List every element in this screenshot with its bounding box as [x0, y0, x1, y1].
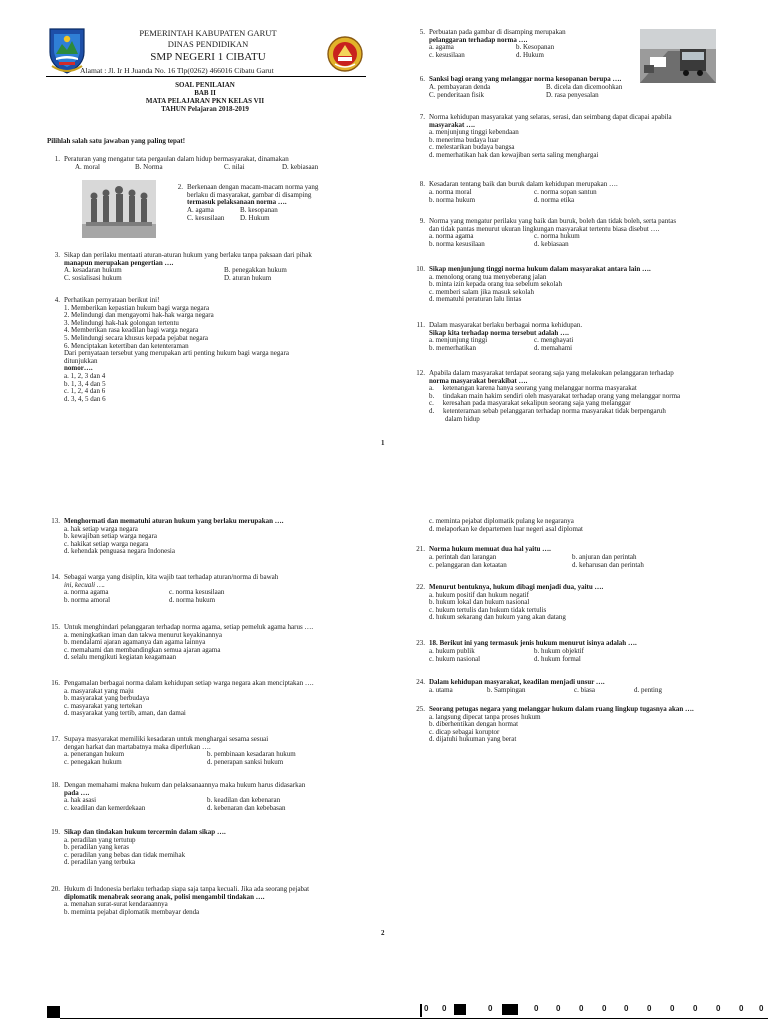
option-c[interactable]: c. hukum nasional	[429, 654, 481, 663]
question-stem-2: pada ….	[64, 788, 90, 797]
question-21	[412, 546, 752, 570]
question-6	[412, 76, 742, 100]
option-c[interactable]: C. kesusilaan	[187, 213, 225, 222]
option-b[interactable]: B. kesopanan	[240, 205, 278, 214]
question-number: 1.	[54, 155, 60, 163]
question-number: 14.	[51, 573, 60, 581]
question-number: 21.	[416, 545, 425, 553]
question-stem: 18. Berikut ini yang termasuk jenis hukum menurut isinya adalah ….	[429, 639, 637, 647]
question-stem: Perhatikan pernyataan berikut ini!	[64, 296, 160, 304]
option-a[interactable]: a. norma moral	[429, 187, 472, 196]
question-stem-2: norma masyarakat berakibat ….	[429, 376, 528, 385]
instruction: Pilihlah salah satu jawaban yang paling tepat!	[47, 137, 186, 145]
option-a[interactable]: A. agama	[187, 205, 214, 214]
question-stem-2: dengan harkat dan martabatnya maka diperlukan ….	[64, 742, 211, 751]
answer-sheet-bubbles	[418, 1004, 768, 1024]
question-number: 6.	[419, 75, 425, 83]
option-b[interactable]: b. pembinaan kesadaran hukum	[207, 750, 296, 759]
question-number: 20.	[51, 885, 60, 893]
option-d[interactable]: d. melaporkan ke departemen luar negeri asal diplomat	[429, 524, 583, 533]
question-stem: Peraturan yang mengatur tata pergaulan dalam hidup bermasyarakat, dinamakan	[64, 155, 289, 163]
header-line-2: DINAS PENDIDIKAN	[167, 39, 249, 49]
option-a[interactable]: a. hak asasi	[64, 796, 97, 805]
option-d[interactable]: D. Hukum	[240, 213, 270, 222]
answer-bubble[interactable]: 0	[424, 1004, 429, 1013]
statement-item: 1. Memberikan kepastian hukum bagi warga negara	[64, 303, 210, 312]
answer-bubble[interactable]: 0	[739, 1004, 744, 1013]
answer-bubble[interactable]: 0	[716, 1004, 721, 1013]
question-number: 5.	[419, 28, 425, 36]
answer-bubble[interactable]: 0	[602, 1004, 607, 1013]
option-c[interactable]: b. norma kesusilaan	[429, 240, 485, 249]
answer-bubble[interactable]: 0	[556, 1004, 561, 1013]
question-10	[412, 266, 752, 304]
option-a[interactable]: a. ketenangan karena hanya seorang yang melanggar norma masyarakat	[429, 384, 637, 393]
question-stem: Hukum di Indonesia berlaku terhadap siapa saja tanpa kecuali. Jika ada seorang pejabat	[64, 885, 310, 893]
answer-bubble[interactable]: 0	[624, 1004, 629, 1013]
page-1	[0, 0, 768, 470]
option-d[interactable]: d. memahami	[534, 344, 573, 353]
question-18	[47, 782, 387, 813]
question-stem: Sikap dan tindakan hukum tercermin dalam sikap ….	[64, 828, 226, 836]
option-d[interactable]: d. selalu mengikuti kegiatan keagamaan	[64, 653, 177, 662]
option-d[interactable]: d. penerapan sanksi hukum	[207, 758, 284, 767]
question-number: 8.	[419, 180, 425, 188]
question-9	[412, 218, 757, 249]
question-number: 16.	[51, 679, 60, 687]
question-stem: Norma kehidupan masyarakat yang selaras, serasi, dan seimbang dapat dicapai apabila	[429, 113, 672, 121]
option-c[interactable]: c. kesusilaan	[429, 51, 465, 60]
option-d[interactable]: d. hukum sekarang dan hukum yang akan datang	[429, 613, 566, 622]
option-c[interactable]: b. norma amoral	[64, 596, 111, 605]
question-stem: Seorang petugas negara yang melanggar hukum dalam ruang lingkup tugasnya akan ….	[429, 705, 694, 713]
question-stem: Perbuatan pada gambar di disamping merupakan	[429, 28, 566, 36]
option-b[interactable]: b. kewajiban setiap warga negara	[64, 532, 157, 541]
question-7	[412, 114, 752, 160]
option-b[interactable]: b. keadilan dan kebenaran	[207, 796, 281, 805]
option-d[interactable]: d. masyarakat yang tertib, aman, dan damai	[64, 709, 186, 718]
statement-item: 3. Melindungi hak-hak golongan tertentu	[64, 318, 179, 327]
question-16	[47, 680, 387, 718]
answer-bubble[interactable]: 0	[693, 1004, 698, 1013]
answer-sheet-corner-mark	[47, 1006, 60, 1018]
option-b[interactable]: c. norma kesusilaan	[169, 588, 225, 597]
option-b[interactable]: c. norma hukum	[534, 232, 580, 241]
question-number: 2.	[177, 183, 183, 191]
statement-item: 6. Menciptakan ketertiban dan ketenteraman	[64, 341, 189, 350]
option-d[interactable]: d. ketenteraman sebab pelanggaran terhadap norma masyarakat tidak berpengaruh	[429, 406, 666, 415]
option-a[interactable]: a. perintah dan larangan	[429, 552, 497, 561]
answer-bubble[interactable]: 0	[488, 1004, 493, 1013]
question-12	[412, 370, 762, 423]
option-b[interactable]: b. anjuran dan perintah	[572, 552, 637, 561]
question-24	[412, 679, 752, 695]
option-d[interactable]: d. kebiasaan	[534, 240, 569, 249]
option-d[interactable]: D. rasa penyesalan	[546, 90, 599, 99]
option-c[interactable]: c. hakikat setiap warga negara	[64, 539, 149, 548]
statement-item: 5. Melindungi secara khusus kepada pejabat negara	[64, 333, 209, 342]
option-d[interactable]: D. aturan hukum	[224, 274, 272, 283]
option-a[interactable]: a. norma agama	[64, 588, 109, 597]
question-stem: Norma yang mengatur perilaku yang baik dan buruk, boleh dan tidak boleh, serta pantas	[429, 217, 677, 225]
option-b[interactable]: b. mendalami ajaran agamanya dan agama lainnya	[64, 638, 206, 647]
option-a[interactable]: a. penerangan hukum	[64, 750, 125, 759]
option-b[interactable]: b. masyarakat yang berbudaya	[64, 694, 150, 703]
question-stem: Berkenaan dengan macam-macam norma yang	[187, 183, 319, 191]
option-a[interactable]: a. 1, 2, 3 dan 4	[64, 371, 106, 380]
option-a[interactable]: A. moral	[75, 162, 100, 171]
option-d[interactable]: d. peradilan yang terbuka	[64, 858, 136, 867]
answer-bubble[interactable]: 0	[647, 1004, 652, 1013]
question-8	[412, 181, 752, 205]
question-stem-2: Sikap kita terhadap norma tersebut adalah ….	[429, 328, 569, 337]
question-2	[170, 184, 370, 223]
option-a[interactable]: a. hukum publik	[429, 646, 475, 655]
question-number: 13.	[51, 517, 60, 525]
option-b[interactable]: c. menghayati	[534, 336, 574, 345]
question-stem-2: ini, kecuali ….	[64, 580, 105, 589]
option-a[interactable]: A. pembayaran denda	[429, 82, 491, 91]
answer-bubble[interactable]: 0	[442, 1004, 447, 1013]
question-14	[47, 574, 387, 605]
question-number: 15.	[51, 623, 60, 631]
option-c[interactable]: c. 1, 2, 4 dan 6	[64, 387, 106, 396]
option-b[interactable]: b. peradilan yang keras	[64, 843, 129, 852]
question-number: 18.	[51, 781, 60, 789]
option-d[interactable]: d. mematuhi peraturan lalu lintas	[429, 295, 522, 304]
option-c[interactable]: C. sosialisasi hukum	[64, 274, 122, 283]
option-d[interactable]: d. 3, 4, 5 dan 6	[64, 394, 106, 403]
statue-photo	[82, 180, 156, 238]
question-number: 12.	[416, 369, 425, 377]
answer-bubble[interactable]: 0	[579, 1004, 584, 1013]
option-a[interactable]: a. hak setiap warga negara	[64, 524, 138, 533]
question-4	[47, 297, 377, 403]
option-c[interactable]: C. penderitaan fisik	[429, 90, 485, 99]
question-17	[47, 736, 387, 767]
option-b[interactable]: b. meminta pejabat diplomatik membayar denda	[64, 907, 200, 916]
option-c[interactable]: c. melestarikan budaya bangsa	[429, 143, 515, 152]
question-number: 22.	[416, 583, 425, 591]
question-5	[412, 29, 637, 60]
question-13	[47, 518, 387, 556]
question-stem: Sebagai warga yang disiplin, kita wajib taat terhadap aturan/norma di bawah	[64, 573, 279, 581]
question-stem: Dalam masyarakat berlaku berbagai norma kehidupan.	[429, 321, 583, 329]
option-d[interactable]: D. kebiasaan	[282, 162, 319, 171]
question-stem: Dengan memahami makna hukum dan pelaksanaannya maka hukum harus didasarkan	[64, 781, 306, 789]
option-b[interactable]: B. penegakkan hukum	[224, 266, 287, 275]
question-stem: Apabila dalam masyarakat terdapat seorang saja yang melakukan pelanggaran terhadap	[429, 369, 674, 377]
exam-chapter: BAB II	[194, 89, 216, 97]
option-d[interactable]: d. kebenaran dan kebebasan	[207, 804, 286, 813]
question-stem: Sikap menjunjung tinggi norma hukum dalam masyarakat antara lain ….	[429, 265, 651, 273]
question-3	[47, 252, 377, 283]
option-a[interactable]: a. meningkatkan iman dan takwa menurut keyakinannya	[64, 630, 223, 639]
question-number: 25.	[416, 705, 425, 713]
option-b[interactable]: b. Sampingan	[487, 685, 526, 694]
header-line-1: PEMERINTAH KABUPATEN GARUT	[139, 28, 277, 38]
option-c[interactable]: C. nilai	[224, 162, 245, 171]
question-1	[47, 156, 377, 172]
page-2	[0, 470, 768, 1004]
option-a[interactable]: A. kesadaran hukum	[64, 266, 122, 275]
question-number: 23.	[416, 639, 425, 647]
option-c[interactable]: b. norma hukum	[429, 195, 476, 204]
question-stem-2: diplomatik menabrak seorang anak, polisi mengambil tindakan ….	[64, 892, 265, 901]
option-b[interactable]: b. menerima budaya luar	[429, 135, 499, 144]
option-c[interactable]: c. memahami dan membandingkan semua ajaran agama	[64, 645, 221, 654]
option-b[interactable]: B. dicela dan dicemoohkan	[546, 82, 623, 91]
exam-year: TAHUN Pelajaran 2018-2019	[161, 105, 249, 113]
question-stem-2: manapun merupakan pengertian ….	[64, 258, 174, 267]
option-d-cont: dalam hidup	[445, 414, 480, 423]
answer-bubble[interactable]: 0	[759, 1004, 764, 1013]
option-c[interactable]: c. keadilan dan kemerdekaan	[64, 804, 146, 813]
traffic-photo	[640, 29, 716, 83]
question-stem: Pengamalan berbagai norma dalam kehidupan setiap warga negara akan menciptakan ….	[64, 679, 314, 687]
page-number-1: 1	[381, 439, 385, 447]
question-number: 24.	[416, 678, 425, 686]
question-15	[47, 624, 387, 662]
question-stem-3: termasuk pelaksanaan norma ….	[187, 198, 287, 207]
question-stem-2: masyarakat ….	[429, 120, 475, 129]
question-number: 4.	[54, 296, 60, 304]
question-tail-2: ditunjukkan	[64, 356, 98, 365]
question-stem: Untuk menghindari pelanggaran terhadap norma agama, setiap pemeluk agama harus ….	[64, 623, 314, 631]
option-a[interactable]: a. agama	[429, 43, 454, 52]
option-c[interactable]: c. peradilan yang bebas dan tidak memihak	[64, 850, 186, 859]
question-tail-3: nomor….	[64, 364, 93, 373]
option-d[interactable]: d. memerhatikan hak dan kewajiban serta saling menghargai	[429, 150, 599, 159]
option-b[interactable]: b. hukum objektif	[534, 646, 584, 655]
exam-subject: MATA PELAJARAN PKN KELAS VII	[145, 97, 265, 105]
option-d[interactable]: d. hukum formal	[534, 654, 581, 663]
option-b[interactable]: b. hukum lokal dan hukum nasional	[429, 598, 530, 607]
option-a[interactable]: a. menolong orang tua menyeberang jalan	[429, 272, 547, 281]
question-number: 3.	[54, 251, 60, 259]
question-tail: Dari pernyataan tersebut yang merupakan arti penting hukum bagi warga negara	[64, 349, 289, 358]
option-a[interactable]: a. menjunjung tinggi kebendaan	[429, 128, 519, 137]
school-name: SMP NEGERI 1 CIBATU	[150, 51, 266, 63]
question-23	[412, 640, 752, 664]
option-b[interactable]: B. Norma	[135, 162, 163, 171]
question-stem: Supaya masyarakat memiliki kesadaran untuk menghargai sesama sesuai	[64, 735, 269, 743]
option-d[interactable]: d. penting	[634, 685, 662, 694]
option-a[interactable]: a. peradilan yang tertutup	[64, 835, 136, 844]
option-b[interactable]: c. norma sopan santun	[534, 187, 597, 196]
option-c[interactable]: c. pelanggaran dan ketaatan	[429, 560, 507, 569]
answer-sheet-tick	[420, 1004, 422, 1017]
option-a[interactable]: a. menahan surat-surat kendaraannya	[64, 900, 168, 909]
question-number: 10.	[416, 265, 425, 273]
option-a[interactable]: a. masyarakat yang maju	[64, 686, 134, 695]
option-c[interactable]: c. meminta pejabat diplomatik pulang ke negaranya	[429, 517, 574, 525]
question-19	[47, 829, 387, 867]
option-a[interactable]: a. utama	[429, 685, 453, 694]
question-stem-2: dan tidak pantas menurut ukuran lingkungan masyarakat tertentu biasa disebut ….	[429, 224, 660, 233]
question-number: 17.	[51, 735, 60, 743]
page-number-2: 2	[381, 929, 385, 937]
exam-title: SOAL PENILAIAN	[175, 81, 235, 89]
option-b[interactable]: b. 1, 3, 4 dan 5	[64, 379, 106, 388]
question-stem: Sanksi bagi orang yang melanggar norma kesopanan berupa ….	[429, 75, 622, 83]
statement-item: 2. Melindungi dan mengayomi hak-hak warga negara	[64, 311, 214, 320]
option-d[interactable]: d. kehendak penguasa negara Indonesia	[64, 547, 175, 556]
option-c[interactable]: b. memerhatikan	[429, 344, 477, 353]
option-b[interactable]: b. diberhentikan dengan hormat	[429, 720, 519, 729]
option-c[interactable]: c. keresahan pada masyarakat sekalipun seorang saja yang melanggar	[429, 399, 631, 408]
question-11	[412, 322, 752, 353]
question-number: 19.	[51, 828, 60, 836]
option-a[interactable]: a. norma agama	[429, 232, 474, 241]
question-25	[412, 706, 757, 744]
answer-bubble[interactable]: 0	[670, 1004, 675, 1013]
question-stem: Sikap dan perilaku mentaati aturan-aturan hukum yang berlaku tanpa paksaan dari pihak	[64, 251, 312, 259]
option-d[interactable]: d. keharusan dan perintah	[572, 560, 644, 569]
question-number: 7.	[419, 113, 425, 121]
option-b[interactable]: b. tindakan main hakim sendiri oleh masyarakat terhadap orang yang melanggar norma	[429, 391, 681, 400]
answer-sheet-fill-mark	[502, 1004, 518, 1015]
answer-bubble[interactable]: 0	[534, 1004, 539, 1013]
question-stem-2: berlaku di masyarakat, gambar di disamping	[187, 190, 312, 199]
question-stem: Menurut bentuknya, hukum dibagi menjadi dua, yaitu ….	[429, 583, 604, 591]
option-b[interactable]: b. minta izin kepada orang tua sebelum sekolah	[429, 280, 562, 289]
answer-sheet-fill-mark	[454, 1004, 466, 1015]
question-number: 11.	[416, 321, 425, 329]
option-a[interactable]: a. menjunjung tinggi	[429, 336, 488, 345]
option-a[interactable]: a. langsung dipecat tanpa proses hukum	[429, 712, 541, 721]
option-c[interactable]: c. memberi salam jika masuk sekolah	[429, 287, 534, 296]
option-c[interactable]: c. biasa	[574, 685, 595, 694]
option-d[interactable]: d. Hukum	[516, 51, 544, 60]
option-c[interactable]: c. dicap sebagai koruptor	[429, 727, 500, 736]
question-20-continued	[412, 518, 752, 533]
question-20	[47, 886, 392, 916]
school-address: Alamat : Jl. Ir H Juanda No. 16 Tlp(0262) 466016 Cibatu Garut	[80, 66, 274, 75]
option-d[interactable]: d. norma hukum	[169, 596, 216, 605]
question-stem: Kesadaran tentang baik dan buruk dalam kehidupan merupakan ….	[429, 180, 618, 188]
statement-item: 4. Memberikan rasa keadilan bagi warga negara	[64, 326, 199, 335]
option-d[interactable]: d. norma etika	[534, 195, 575, 204]
question-stem-2: pelanggaran terhadap norma ….	[429, 35, 528, 44]
question-number: 9.	[419, 217, 425, 225]
question-stem: Menghormati dan mematuhi aturan hukum yang berlaku merupakan ….	[64, 517, 284, 525]
option-c[interactable]: c. masyarakat yang tertekan	[64, 701, 143, 710]
option-c[interactable]: c. penegakan hukum	[64, 758, 122, 767]
option-a[interactable]: a. hukum positif dan hukum negatif	[429, 590, 529, 599]
header-divider	[46, 76, 366, 77]
option-b[interactable]: b. Kesopanan	[516, 43, 555, 52]
option-c[interactable]: c. hukum tertulis dan hukum tidak tertulis	[429, 605, 547, 614]
option-d[interactable]: d. dijatuhi hukuman yang berat	[429, 735, 517, 744]
question-stem: Dalam kehidupan masyarakat, keadilan menjadi unsur ….	[429, 678, 605, 686]
question-stem: Norma hukum memuat dua hal yaitu ….	[429, 545, 551, 553]
question-22	[412, 584, 752, 622]
